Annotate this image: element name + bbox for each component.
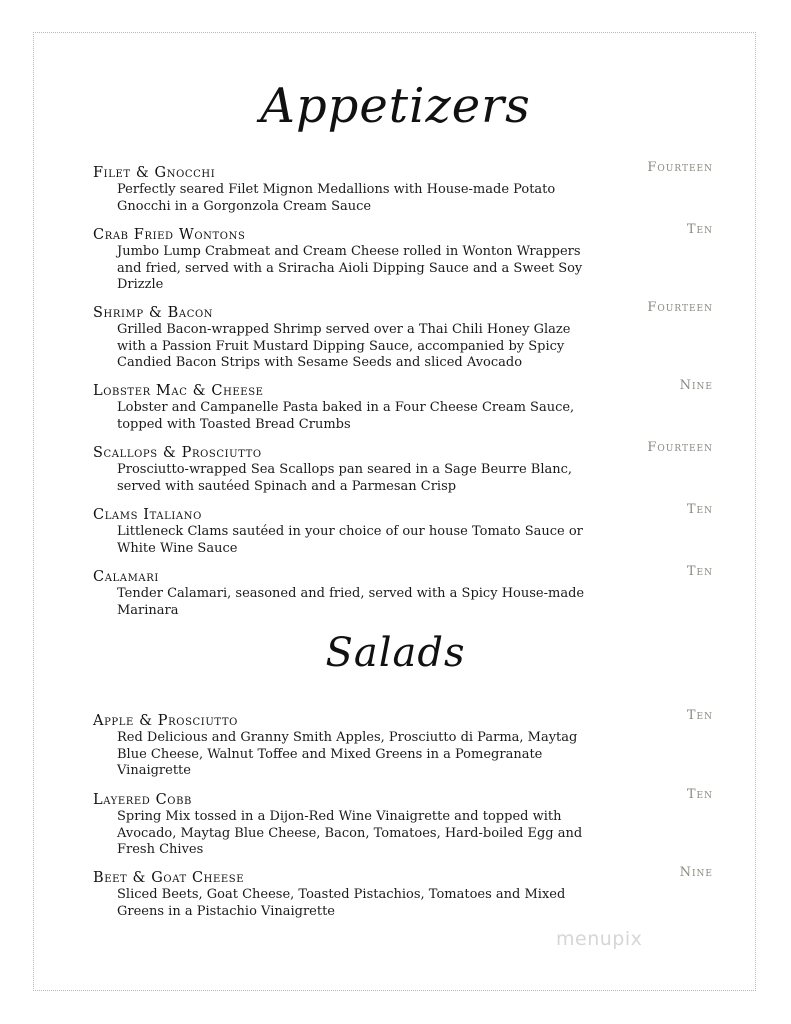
item-name: Clams Italiano bbox=[93, 507, 202, 523]
menu-item bbox=[93, 378, 713, 433]
item-description: Perfectly seared Filet Mignon Medallions with House-made Potato Gnocchi in a Gorgonzola Cream Sauce bbox=[117, 182, 556, 214]
appetizers-heading: Appetizers bbox=[260, 78, 531, 134]
menu-item bbox=[93, 222, 713, 294]
item-price: Fourteen bbox=[647, 440, 713, 455]
item-description: Jumbo Lump Crabmeat and Cream Cheese rolled in Wonton Wrappers and fried, served with a Sriracha Aioli Dipping Sauce and a Sweet Soy Drizzle bbox=[117, 244, 583, 292]
item-description: Spring Mix tossed in a Dijon-Red Wine Vinaigrette and topped with Avocado, Maytag Blue Cheese, Bacon, Tomatoes, Hard-boiled Egg and Fresh Chives bbox=[117, 809, 583, 857]
item-name: Apple & Prosciutto bbox=[93, 713, 238, 729]
item-description: Grilled Bacon-wrapped Shrimp served over a Thai Chili Honey Glaze with a Passion Fruit Mustard Dipping Sauce, accompanied by Spicy Candied Bacon Strips with Sesame Seeds and sliced Avocado bbox=[117, 322, 571, 370]
item-name: Scallops & Prosciutto bbox=[93, 445, 262, 461]
item-price: Ten bbox=[686, 222, 713, 237]
menu-item bbox=[93, 502, 713, 557]
item-description: Lobster and Campanelle Pasta baked in a Four Cheese Cream Sauce, topped with Toasted Bread Crumbs bbox=[117, 400, 575, 432]
item-name: Shrimp & Bacon bbox=[93, 305, 214, 321]
item-name: Crab Fried Wontons bbox=[93, 227, 246, 243]
item-price: Fourteen bbox=[647, 160, 713, 175]
item-name: Layered Cobb bbox=[93, 792, 192, 808]
item-price: Ten bbox=[686, 564, 713, 579]
item-description: Littleneck Clams sautéed in your choice of our house Tomato Sauce or White Wine Sauce bbox=[117, 524, 583, 556]
item-name: Beet & Goat Cheese bbox=[93, 870, 245, 886]
menu-item bbox=[93, 440, 713, 495]
item-price: Ten bbox=[686, 502, 713, 517]
item-name: Calamari bbox=[93, 569, 159, 585]
menu-item bbox=[93, 564, 713, 619]
item-description: Sliced Beets, Goat Cheese, Toasted Pistachios, Tomatoes and Mixed Greens in a Pistachio Vinaigrette bbox=[117, 887, 566, 919]
item-name: Filet & Gnocchi bbox=[93, 165, 216, 181]
menu-item bbox=[93, 787, 713, 859]
item-description: Prosciutto-wrapped Sea Scallops pan seared in a Sage Beurre Blanc, served with sautéed Spinach and a Parmesan Crisp bbox=[117, 462, 573, 494]
item-price: Nine bbox=[679, 865, 713, 880]
item-description: Tender Calamari, seasoned and fried, served with a Spicy House-made Marinara bbox=[117, 586, 585, 618]
item-description: Red Delicious and Granny Smith Apples, Prosciutto di Parma, Maytag Blue Cheese, Walnut Toffee and Mixed Greens in a Pomegranate Vinaigrette bbox=[117, 730, 578, 778]
menu-item bbox=[93, 300, 713, 372]
menu-item bbox=[93, 708, 713, 780]
salads-heading: Salads bbox=[325, 630, 466, 676]
menu-item bbox=[93, 865, 713, 920]
item-name: Lobster Mac & Cheese bbox=[93, 383, 264, 399]
item-price: Fourteen bbox=[647, 300, 713, 315]
item-price: Ten bbox=[686, 787, 713, 802]
item-price: Nine bbox=[679, 378, 713, 393]
menupix-watermark: menupix bbox=[556, 928, 643, 950]
menu-item bbox=[93, 160, 713, 215]
item-price: Ten bbox=[686, 708, 713, 723]
